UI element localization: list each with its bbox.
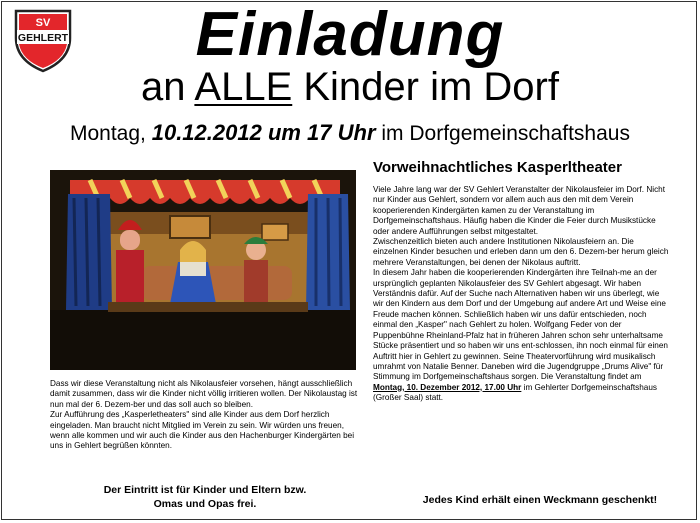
admission-line-2: Omas und Opas frei.	[153, 498, 257, 510]
left-paragraph: Dass wir diese Veranstaltung nicht als Nikolausfeier vorsehen, hängt ausschließlich damit zusammen, dass wir die Kinder nicht völlig irritieren wollen. Der Nikolaustag ist nun mal der 6. Dezem-ber und das soll auch so bleiben.	[50, 379, 358, 409]
date-bold: 10.12.2012 um 17 Uhr	[151, 120, 376, 145]
article-body	[373, 185, 669, 404]
closing-line: Jedes Kind erhält einen Weckmann geschenkt!	[422, 494, 658, 506]
page-title: Einladung	[195, 0, 505, 69]
article-text: In diesem Jahr haben die kooperierenden Kindergärten ihre Teilnah-me an der ursprünglich geplanten Nikolausfeier des SV Gehlert abgesagt. Wir haben Verständnis dafür. Auf der Suche nach Alternativen haben wir uns überlegt, wie wir den Kindern aus dem Dorf und der Umgebung auf andere Art und Weise eine Freude machen können. Schließlich haben wir uns dafür entschieden, noch einmal den „Kasper" nach Gehlert zu holen. Wolfgang Feder von der Puppenbühne Rheinland-Pfalz hat in früheren Jahren schon sehr unterhaltsame Stücke präsentiert und so haben wir uns ent-schlossen, ihn noch einmal für einen Auftritt hier in Gehlert zu gewinnen. Seine Theatervorführung wird musikalisch umrahmt von Natalie Benner. Daneben wird die Jugendgruppe „Drums Alive" für Stimmung im Dorfgemeinschaftshaus sorgen. Die Veranstaltung findet am	[373, 268, 668, 382]
article-text-end: im Gehlerter Dorfgemeinschaftshaus (Großer Saal) statt.	[373, 382, 657, 403]
article-paragraph: Zwischenzeitlich bieten auch andere Institutionen Nikolausfeiern an. Die einzelnen Kinder besuchen und erleben dann um den 6. Dezem-ber herum gleich mehrere Veranstaltungen, bei denen der Nikolaus auftritt.	[373, 237, 669, 267]
article-event-date: Montag, 10. Dezember 2012, 17.00 Uhr	[373, 382, 522, 392]
logo-text-sv: SV	[35, 17, 51, 29]
puppet-theater-photo	[50, 170, 356, 370]
subtitle-prefix: an	[140, 65, 195, 109]
date-suffix: im Dorfgemeinschaftshaus	[375, 122, 630, 145]
subtitle	[0, 64, 700, 110]
event-date-line	[0, 120, 700, 147]
subtitle-emphasis: ALLE	[194, 65, 293, 109]
logo-text-gehlert: GEHLERT	[17, 32, 69, 44]
article-paragraph: Viele Jahre lang war der SV Gehlert Veranstalter der Nikolausfeier im Dorf. Nicht nur Kinder aus Gehlert, sondern vor allem auch aus den mit dem Verein kooperierenden Kindergärten kamen zu der Veranstaltung im Dorfgemeinschaftshaus. Häufig haben die Kinder die Feier durch Musikstücke oder andere Aufführungen selbst mitgestaltet.	[373, 185, 665, 236]
admission-notice	[50, 483, 360, 511]
left-paragraph: Zur Aufführung des „Kasperletheaters" sind alle Kinder aus dem Dorf herzlich eingeladen. Man braucht nicht Mitglied im Verein zu sein. Wir würden uns freuen, wenn alle kommen und wir auch die Kinder aus den Hachenburger Kindergärten bei uns in Gehlert begrüßen könnten.	[50, 410, 355, 451]
left-story-text	[50, 379, 360, 452]
date-prefix: Montag,	[70, 122, 152, 145]
article-title: Vorweihnachtliches Kasperltheater	[373, 159, 622, 176]
subtitle-suffix: Kinder im Dorf	[292, 65, 559, 109]
admission-line-1: Der Eintritt ist für Kinder und Eltern bzw.	[103, 484, 307, 496]
article-paragraph	[373, 268, 669, 403]
